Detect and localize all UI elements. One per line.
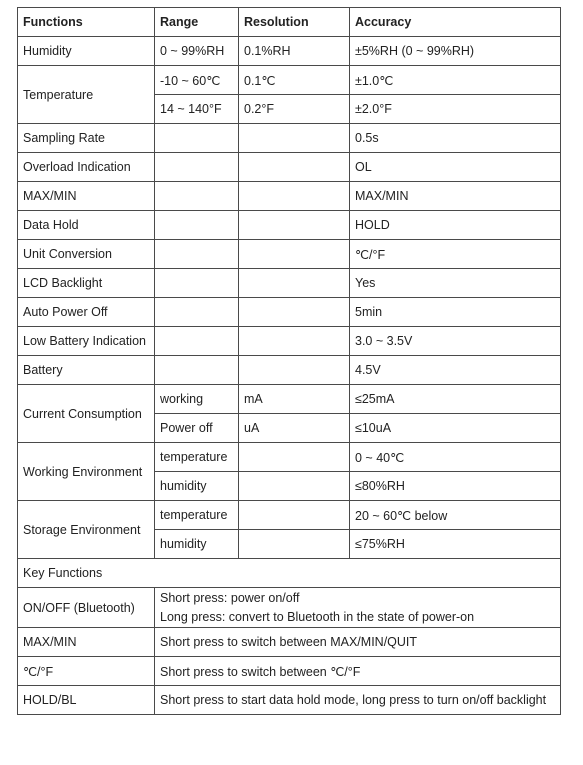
accuracy-cell: 0.5s	[350, 124, 561, 153]
header-range: Range	[155, 8, 239, 37]
range-cell: temperature	[155, 501, 239, 530]
accuracy-cell: 0 ~ 40℃	[350, 443, 561, 472]
table-row	[18, 443, 561, 472]
range-cell: temperature	[155, 443, 239, 472]
table-row	[18, 628, 561, 657]
table-row	[18, 211, 561, 240]
row-label: Working Environment	[18, 443, 155, 501]
row-label: Low Battery Indication	[18, 327, 155, 356]
row-label: Temperature	[18, 66, 155, 124]
key-description: Short press to switch between MAX/MIN/QUIT	[155, 628, 561, 657]
accuracy-cell: MAX/MIN	[350, 182, 561, 211]
key-description-line: Short press: power on/off	[160, 590, 300, 605]
range-cell: humidity	[155, 530, 239, 559]
accuracy-cell: ℃/°F	[350, 240, 561, 269]
key-label: HOLD/BL	[18, 686, 155, 715]
accuracy-cell: OL	[350, 153, 561, 182]
key-label: MAX/MIN	[18, 628, 155, 657]
row-label: Storage Environment	[18, 501, 155, 559]
table-row	[18, 37, 561, 66]
row-label: MAX/MIN	[18, 182, 155, 211]
key-label: ℃/°F	[18, 657, 155, 686]
key-description	[155, 588, 561, 628]
resolution-cell: 0.2°F	[239, 95, 350, 124]
key-functions-title: Key Functions	[18, 559, 561, 588]
header-row	[18, 8, 561, 37]
table-row	[18, 356, 561, 385]
table-row	[18, 269, 561, 298]
header-accuracy: Accuracy	[350, 8, 561, 37]
accuracy-cell: 5min	[350, 298, 561, 327]
accuracy-cell: 4.5V	[350, 356, 561, 385]
row-label: Humidity	[18, 37, 155, 66]
range-cell: Power off	[155, 414, 239, 443]
table-row	[18, 501, 561, 530]
table-row	[18, 124, 561, 153]
accuracy-cell: ≤25mA	[350, 385, 561, 414]
table-row	[18, 182, 561, 211]
table-row	[18, 657, 561, 686]
row-label: Battery	[18, 356, 155, 385]
header-functions: Functions	[18, 8, 155, 37]
row-label: Data Hold	[18, 211, 155, 240]
range-cell: -10 ~ 60℃	[155, 66, 239, 95]
table-row	[18, 385, 561, 414]
accuracy-cell: ≤10uA	[350, 414, 561, 443]
row-label: Auto Power Off	[18, 298, 155, 327]
accuracy-cell: 20 ~ 60℃ below	[350, 501, 561, 530]
row-label: Current Consumption	[18, 385, 155, 443]
table-row	[18, 66, 561, 95]
key-description: Short press to start data hold mode, long press to turn on/off backlight	[155, 686, 561, 715]
key-label: ON/OFF (Bluetooth)	[18, 588, 155, 628]
range-cell: 14 ~ 140°F	[155, 95, 239, 124]
accuracy-cell: Yes	[350, 269, 561, 298]
accuracy-cell: ±2.0°F	[350, 95, 561, 124]
accuracy-cell: ±5%RH (0 ~ 99%RH)	[350, 37, 561, 66]
range-cell: 0 ~ 99%RH	[155, 37, 239, 66]
key-description-line: Long press: convert to Bluetooth in the state of power-on	[160, 609, 475, 624]
table-row	[18, 298, 561, 327]
table-row	[18, 327, 561, 356]
resolution-cell: mA	[239, 385, 350, 414]
key-functions-title-row	[18, 559, 561, 588]
row-label: Overload Indication	[18, 153, 155, 182]
accuracy-cell: 3.0 ~ 3.5V	[350, 327, 561, 356]
table-row	[18, 240, 561, 269]
row-label: LCD Backlight	[18, 269, 155, 298]
accuracy-cell: HOLD	[350, 211, 561, 240]
row-label: Unit Conversion	[18, 240, 155, 269]
resolution-cell: 0.1℃	[239, 66, 350, 95]
key-description: Short press to switch between ℃/°F	[155, 657, 561, 686]
table-row	[18, 686, 561, 715]
range-cell: working	[155, 385, 239, 414]
accuracy-cell: ≤80%RH	[350, 472, 561, 501]
resolution-cell: uA	[239, 414, 350, 443]
resolution-cell: 0.1%RH	[239, 37, 350, 66]
table-row	[18, 588, 561, 628]
accuracy-cell: ≤75%RH	[350, 530, 561, 559]
range-cell: humidity	[155, 472, 239, 501]
spec-table	[17, 7, 561, 715]
header-resolution: Resolution	[239, 8, 350, 37]
accuracy-cell: ±1.0℃	[350, 66, 561, 95]
row-label: Sampling Rate	[18, 124, 155, 153]
table-row	[18, 153, 561, 182]
